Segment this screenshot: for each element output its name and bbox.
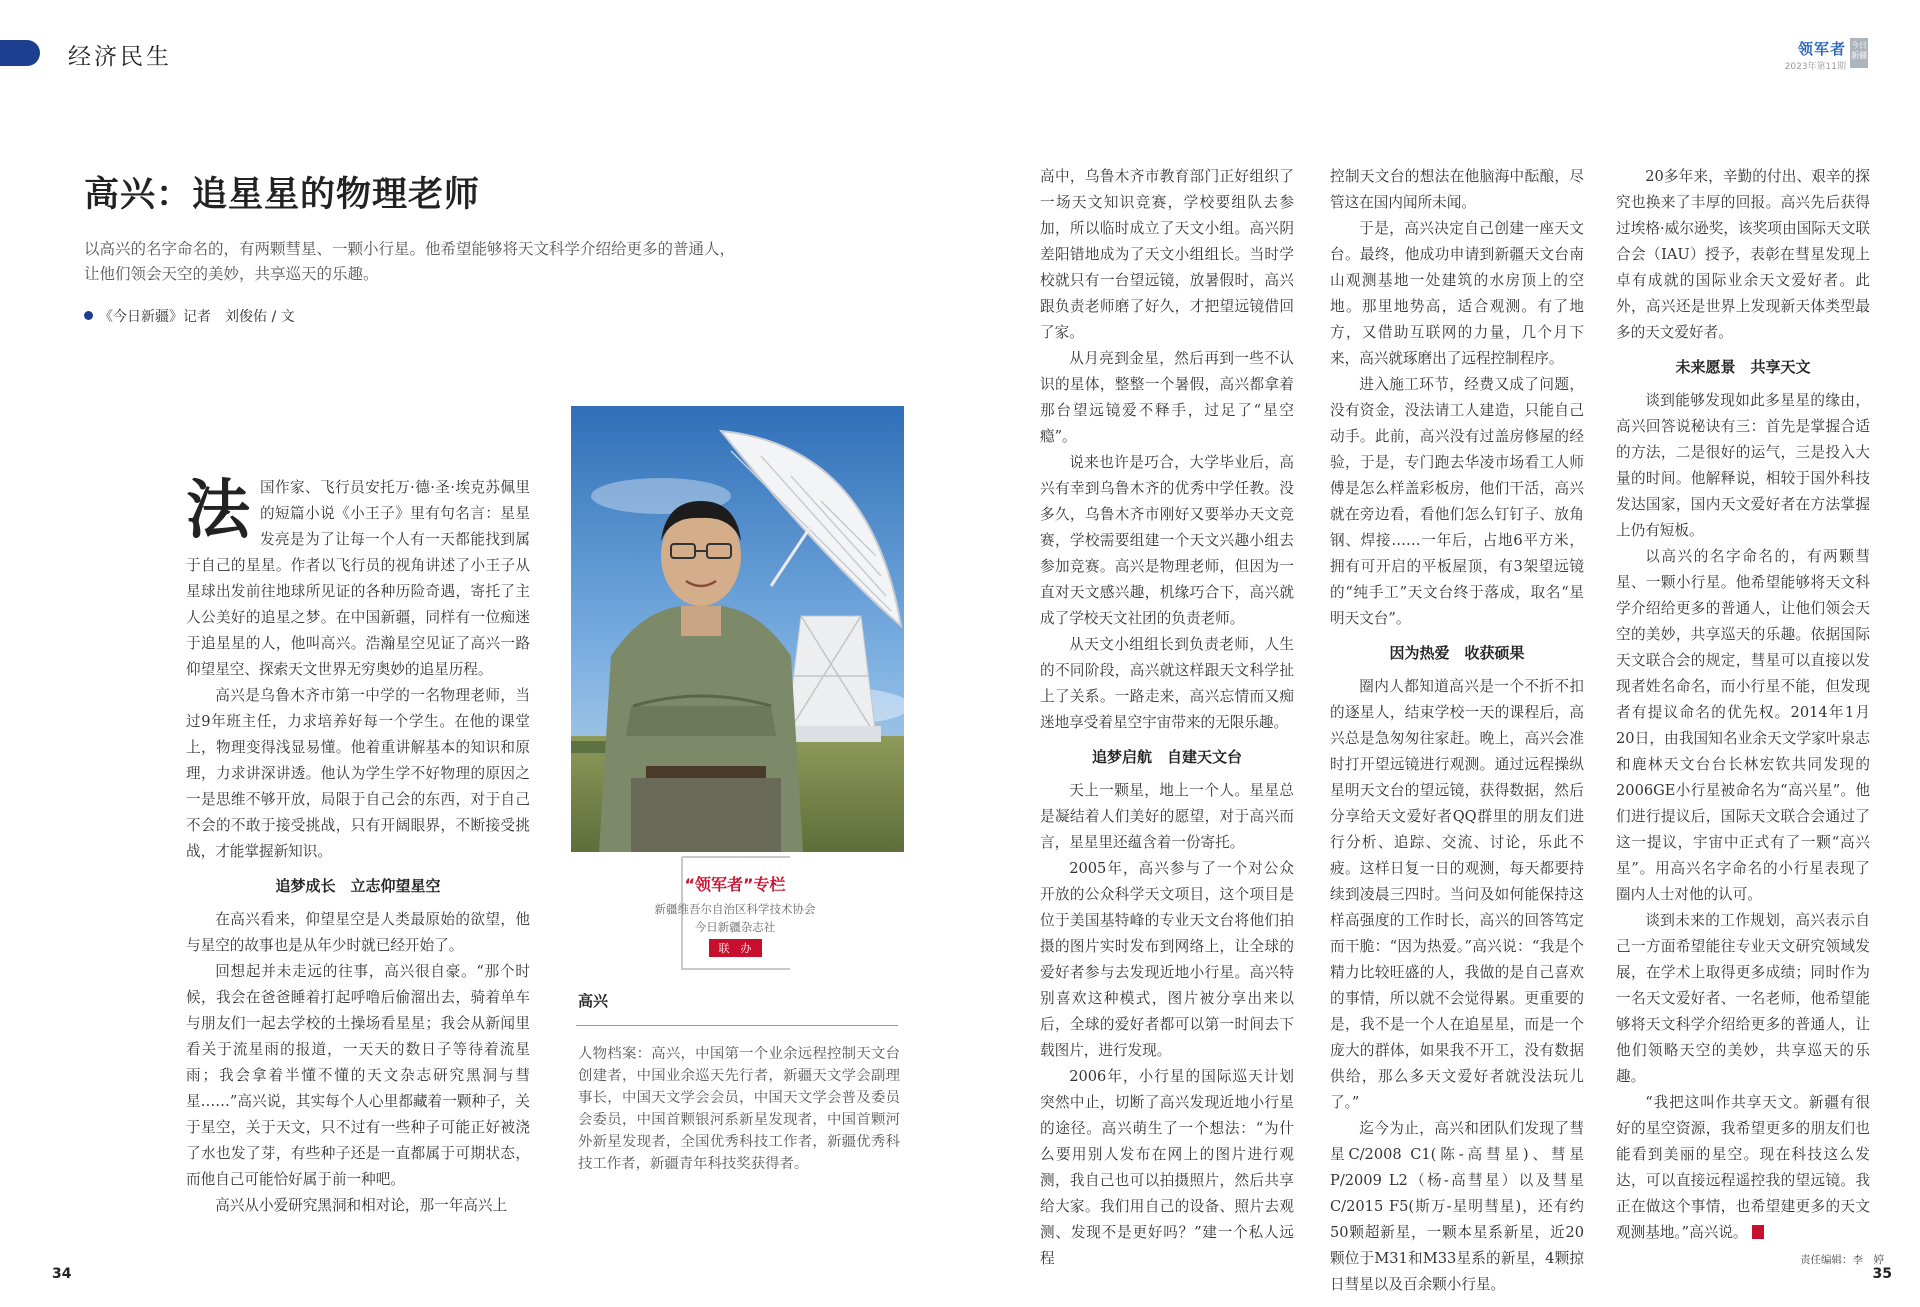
section-title: 经济民生: [68, 44, 172, 70]
paragraph: 法国作家、飞行员安托万·德·圣·埃克苏佩里的短篇小说《小王子》里有句名言：星星发亮是为了让每一个人有一天都能找到属于自己的星星。作者以飞行员的视角讲述了小王子从星球出发前往地球所见证的各种历险奇遇，寄托了主人公美好的追星之梦。在中国新疆，同样有一位痴迷于追星星的人，他叫高兴。浩瀚星空见证了高兴一路仰望星空、探索天文世界无穷奥妙的追星历程。: [186, 473, 530, 678]
subheading: 追梦启航 自建天文台: [1091, 748, 1242, 766]
paragraph: 2006年，小行星的国际巡天计划突然中止，切断了高兴发现近地小行星的途径。高兴萌生了一个想法：“为什么要用别人发布在网上的图片进行观测，我自己也可以拍摄照片，然后共享给大家。我们用自己的设备、照片去观测、发现不是更好吗？”建一个私人远程: [1040, 1068, 1294, 1267]
paragraph: 在高兴看来，仰望星空是人类最原始的欲望，他与星空的故事也是从年少时就已经开始了。: [186, 911, 530, 954]
end-mark-icon: [1752, 1225, 1764, 1239]
paragraph: 于是，高兴决定自己创建一座天文台。最终，他成功申请到新疆天文台南山观测基地一处建筑的水房顶上的空地。那里地势高，适合观测。有了地方，又借助互联网的力量，几个月下来，高兴就琢磨出了远程控制程序。: [1330, 220, 1584, 367]
subheading: 追梦成长 立志仰望星空: [275, 877, 441, 895]
portrait-photo: [571, 406, 904, 852]
byline: [84, 306, 295, 326]
column-badge-title: “领军者”专栏: [684, 875, 786, 894]
paragraph: 高中，乌鲁木齐市教育部门正好组织了一场天文知识竞赛，学校要组队去参加，所以临时成立了天文小组。高兴阴差阳错地成为了天文小组组长。当时学校就只有一台望远镜，放暑假时，高兴跟负责老师磨了好久，才把望远镜借回了家。: [1040, 168, 1294, 341]
editor-credit: 责任编辑：李 婷: [1800, 1254, 1884, 1266]
paragraph: 从天文小组组长到负责老师，人生的不同阶段，高兴就这样跟天文科学扯上了关系。一路走来，高兴忘情而又痴迷地享受着星空宇宙带来的无限乐趣。: [1040, 636, 1294, 731]
text-column-3: [1330, 164, 1584, 1298]
column-badge-tag: 联 办: [709, 939, 762, 957]
dropcap: 法: [186, 473, 250, 548]
magazine-brand: [1785, 38, 1846, 72]
article-lead: 以高兴的名字命名的，有两颗彗星、一颗小行星。他希望能够将天文科学介绍给更多的普通人，让他们领会天空的美妙，共享巡天的乐趣。: [84, 240, 736, 283]
article-title: 高兴：追星星的物理老师: [84, 175, 481, 215]
paragraph: 谈到未来的工作规划，高兴表示自己一方面希望能往专业天文研究领域发展，在学术上取得更多成绩；同时作为一名天文爱好者、一名老师，他希望能够将天文科学介绍给更多的普通人，让他们领略天空的美妙，共享巡天的乐趣。: [1616, 912, 1870, 1085]
text-column-2: [1040, 164, 1294, 1272]
profile-name: 高兴: [578, 992, 609, 1010]
brand-box: 今日新疆: [1850, 38, 1868, 68]
page-number-left: 34: [52, 1266, 72, 1282]
column-badge-org2: 今日新疆杂志社: [694, 920, 776, 934]
photo-illustration: [571, 406, 904, 852]
paragraph: “我把这叫作共享天文。新疆有很好的星空资源，我希望更多的朋友们也能看到美丽的星空。现在科技这么发达，可以直接远程遥控我的望远镜。我正在做这个事情，也希望建更多的天文观测基地。”高兴说。: [1616, 1094, 1870, 1241]
paragraph: 说来也许是巧合，大学毕业后，高兴有幸到乌鲁木齐的优秀中学任教。没多久，乌鲁木齐市刚好又要举办天文竞赛，学校需要组建一个天文兴趣小组去参加竞赛。高兴是物理老师，但因为一直对天文感兴趣，机缘巧合下，高兴就成了学校天文社团的负责老师。: [1040, 454, 1294, 627]
paragraph: 回想起并未走远的往事，高兴很自豪。“那个时候，我会在爸爸睡着打起呼噜后偷溜出去，骑着单车与朋友们一起去学校的土操场看星星；我会从新闻里看关于流星雨的报道，一天天的数日子等待着流星雨；我会拿着半懂不懂的天文杂志研究黑洞与彗星……”高兴说，其实每个人心里都藏着一颗种子，关于星空，关于天文，只不过有一些种子可能正好被浇了水也发了芽，有些种子还是一直都属于可期状态，而他自己可能恰好属于前一种吧。: [186, 963, 530, 1188]
text-column-4: [1616, 164, 1870, 1246]
profile-divider: [576, 1025, 898, 1026]
byline-text: 《今日新疆》记者 刘俊佑 / 文: [99, 309, 295, 325]
profile-text: 人物档案：高兴，中国第一个业余远程控制天文台创建者，中国业余巡天先行者，新疆天文学会副理事长，中国天文学会会员，中国天文学会普及委员会委员，中国首颗银河系新星发现者，中国首颗河外新星发现者，全国优秀科技工作者，新疆优秀科技工作者，新疆青年科技奖获得者。: [578, 1046, 900, 1172]
paragraph: 迄今为止，高兴和团队们发现了彗星C/2008 C1(陈-高彗星)、彗星P/2009 L2（杨-高彗星）以及彗星C/2015 F5(斯万-星明彗星)，还有约50颗超新星，一颗本星系新星，近20颗位于M31和M33星系的新星，4颗掠日彗星以及百余颗小行星。: [1330, 1120, 1584, 1293]
paragraph: 谈到能够发现如此多星星的缘由，高兴回答说秘诀有三：首先是掌握合适的方法，二是很好的运气，三是投入大量的时间。他解释说，相较于国外科技发达国家，国内天文爱好者在方法掌握上仍有短板。: [1616, 392, 1870, 539]
paragraph: 从月亮到金星，然后再到一些不认识的星体，整整一个暑假，高兴都拿着那台望远镜爱不释手，过足了“星空瘾”。: [1040, 350, 1294, 445]
issue-label: 2023年第11期: [1784, 62, 1846, 72]
subheading: 未来愿景 共享天文: [1675, 358, 1811, 376]
column-badge: [620, 872, 850, 957]
subheading: 因为热爱 收获硕果: [1389, 644, 1525, 662]
paragraph: 高兴从小爱研究黑洞和相对论，那一年高兴上: [215, 1197, 508, 1214]
paragraph: 20多年来，辛勤的付出、艰辛的探究也换来了丰厚的回报。高兴先后获得过埃格·威尔逊奖，该奖项由国际天文联合会（IAU）授予，表彰在彗星发现上卓有成就的国际业余天文爱好者。此外，高兴还是世界上发现新天体类型最多的天文爱好者。: [1616, 168, 1870, 341]
text-column-1: [186, 475, 530, 1219]
section-tab: [0, 40, 40, 66]
paragraph: 天上一颗星，地上一个人。星星总是凝结着人们美好的愿望，对于高兴而言，星星里还蕴含着一份寄托。: [1040, 782, 1294, 851]
brand-name: 领军者: [1797, 40, 1846, 58]
paragraph: 圈内人都知道高兴是一个不折不扣的逐星人，结束学校一天的课程后，高兴总是急匆匆往家赶。晚上，高兴会准时打开望远镜进行观测。通过远程操纵星明天文台的望远镜，获得数据，然后分享给天文爱好者QQ群里的朋友们进行分析、追踪、交流、讨论，乐此不疲。这样日复一日的观测，每天都要持续到凌晨三四时。当问及如何能保持这样高强度的工作时长，高兴的回答笃定而干脆：“因为热爱。”高兴说：“我是个精力比较旺盛的人，我做的是自己喜欢的事情，所以就不会觉得累。更重要的是，我不是一个人在追星星，而是一个庞大的群体，如果我不开工，没有数据供给，那么多天文爱好者就没法玩儿了。”: [1330, 678, 1584, 1111]
paragraph: 以高兴的名字命名的，有两颗彗星、一颗小行星。他希望能够将天文科学介绍给更多的普通人，让他们领会天空的美妙，共享巡天的乐趣。依据国际天文联合会的规定，彗星可以直接以发现者姓名命名，而小行星不能，但发现者有提议命名的优先权。2014年1月20日，由我国知名业余天文学家叶泉志和鹿林天文台台长林宏钦共同发现的2006GE小行星被命名为“高兴星”。他们进行提议后，国际天文联合会通过了这一提议，宇宙中正式有了一颗“高兴星”。用高兴名字命名的小行星表现了圈内人士对他的认可。: [1616, 548, 1870, 903]
paragraph: 高兴是乌鲁木齐市第一中学的一名物理老师，当过9年班主任，力求培养好每一个学生。在他的课堂上，物理变得浅显易懂。他着重讲解基本的知识和原理，力求讲深讲透。他认为学生学不好物理的原因之一是思维不够开放，局限于自己会的东西，对于自己不会的不敢于接受挑战，只有开阔眼界，不断接受挑战，才能掌握新知识。: [186, 687, 530, 860]
paragraph: 2005年，高兴参与了一个对公众开放的公众科学天文项目，这个项目是位于美国基特峰的专业天文台将他们拍摄的图片实时发布到网络上，让全球的爱好者参与去发现近地小行星。高兴特别喜欢这种模式，图片被分享出来以后，全球的爱好者都可以第一时间去下载图片，进行发现。: [1040, 860, 1294, 1059]
paragraph: 进入施工环节，经费又成了问题，没有资金，没法请工人建造，只能自己动手。此前，高兴没有过盖房修屋的经验，于是，专门跑去华凌市场看工人师傅是怎么样盖彩板房，他们干活，高兴就在旁边看，看他们怎么钉钉子、放角钢、焊接……一年后，占地6平方米，拥有可开启的平板屋顶，有3架望远镜的“纯手工”天文台终于落成，取名“星明天文台”。: [1330, 376, 1584, 627]
paragraph: 控制天文台的想法在他脑海中酝酿，尽管这在国内闻所未闻。: [1330, 168, 1584, 211]
byline-dot: [84, 311, 93, 320]
column-badge-org1: 新疆维吾尔自治区科学技术协会: [654, 902, 816, 916]
page-number-right: 35: [1872, 1266, 1892, 1282]
